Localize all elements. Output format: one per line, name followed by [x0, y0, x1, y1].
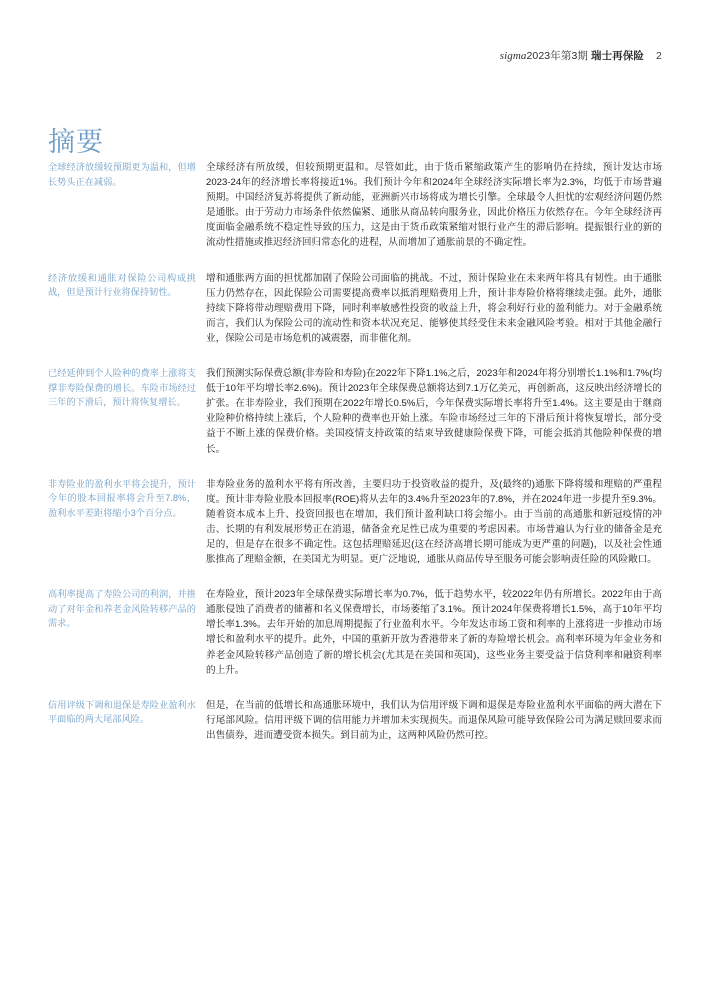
section-body-3: 非寿险业务的盈利水平将有所改善，主要归功于投资收益的提升，及(最终的)通胀下降将缓和理赔的严重程度。预计非寿险业股本回报率(ROE)将从去年的3.4%升至2023年的7.8%，并在2024年进一步提升至9.3%。随着资本成本上升、投资回报也在增加，我们预计盈利缺口将会缩小。由于当前的高通胀和新冠疫情的冲击、长期的有利发展形势正在消退，储备金充足性已成为重要的考虑因素。市场普遍认为行业的储备金是充足的，但是存在很多不确定性。这包括理赔延迟(这在经济高增长期可能成为更严重的问题)，以及社会性通胀推高了理赔金额，在美国尤为明显。更广泛地说，通胀从商品传导至服务可能会影响责任险的风险敞口。 [206, 478, 662, 566]
section-lead-1: 经济放缓和通胀对保险公司构成挑战，但是预计行业将保持韧性。 [48, 272, 196, 298]
section-lead-2: 已经延伸到个人险种的费率上涨将支撑非寿险保费的增长。车险市场经过三年的下滑后，预计将恢复增长。 [48, 368, 196, 408]
section-lead-3: 非寿险业的盈利水平将会提升，预计今年的股本回报率将会升至7.8%，盈利水平差距将缩小3个百分点。 [48, 478, 196, 518]
summary-section [48, 271, 662, 346]
page-number: 2 [656, 50, 662, 62]
section-body-1: 增和通胀两方面的担忧都加剧了保险公司面临的挑战。不过，预计保险业在未来两年将具有韧性。由于通胀压力仍然存在，因此保险公司需要提高费率以抵消理赔费用上升，预计非寿险价格将继续走强。此外，通胀持续下降将带动理赔费用下降，同时利率敏感性投资的收益上升，将会利好行业的盈利能力。对于金融系统而言，我们认为保险公司的流动性和资本状况充足、能够使其经受住未来金融风险考验。相对于其他金融行业，保险公司是市场危机的减震器，而非催化剂。 [206, 272, 662, 344]
page-title: 摘要 [48, 127, 104, 158]
running-header [500, 48, 662, 63]
section-body-2: 我们预测实际保费总额(非寿险和寿险)在2022年下降1.1%之后，2023年和2024年将分别增长1.1%和1.7%(均低于10年平均增长率2.6%)。预计2023年全球保费总额将达到7.1万亿美元，再创新高，这反映出经济增长的扩张。在非寿险业，我们预期在2022年增长0.5%后，今年保费实际增长率将升至1.4%。这主要是由于继商业险种价格持续上涨后，个人险种的费率也开始上涨。车险市场经过三年的下滑后预计将恢复增长，部分受益于不断上涨的保费价格。美国疫情支持政策的结束导致健康险保费下降，可能会抵消其他险种保费的增长。 [206, 368, 662, 455]
section-body-5: 但是，在当前的低增长和高通胀环境中，我们认为信用评级下调和退保是寿险业盈利水平面临的两大潜在下行尾部风险。信用评级下调的信用能力并增加未实现损失。而退保风险可能导致保险公司为满足赎回要求而出售债券，进而遭受资本损失。到目前为止，这两种风险仍然可控。 [206, 699, 662, 741]
section-body-4: 在寿险业，预计2023年全球保费实际增长率为0.7%，低于趋势水平，较2022年仍有所增长。2022年由于高通胀侵蚀了消费者的储蓄和名义保费增长，市场萎缩了3.1%。预计2024年保费将增长1.5%，高于10年平均增长率1.3%。去年开始的加息周期提振了行业盈利水平。今年发达市场工资和利率的上涨将进一步推动市场增长和盈利水平的提升。此外，中国的重新开放为香港带来了新的寿险增长机会。高利率环境为年金业务和养老金风险转移产品创造了新的增长机会(尤其是在美国和英国)，这些业务主要受益于信贷利率和融资利率的上升。 [206, 589, 662, 676]
summary-body [48, 160, 662, 763]
running-header-sigma: sigma [499, 50, 527, 62]
section-body-0: 全球经济有所放缓，但较预期更温和。尽管如此，由于货币紧缩政策产生的影响仍在持续，预计发达市场2023-24年的经济增长率将接近1%。我们预计今年和2024年全球经济实际增长率为2.3%，均低于市场普遍预期。中国经济复苏将提供了新动能，亚洲新兴市场将成为增长引擎。全球最令人担忧的宏观经济问题仍然是通胀。由于劳动力市场条件依然偏紧、通胀从商品转向服务业，因此价格压力依然存在。今年全球经济再度面临金融系统不稳定性导致的压力，这是由于货币政策紧缩对银行业产生的滞后影响。提振银行业的新的流动性措施或推迟经济回归常态化的进程，从而增加了通胀前景的不确定性。 [206, 162, 662, 249]
section-lead-4: 高利率提高了寿险公司的利润，并推动了对年金和养老金风险转移产品的需求。 [48, 589, 196, 629]
summary-section [48, 160, 662, 251]
summary-section [48, 698, 662, 743]
section-lead-0: 全球经济放缓较预期更为温和，但增长势头正在减弱。 [48, 162, 196, 187]
summary-section [48, 587, 662, 678]
running-header-issue: 2023年第3期 [526, 50, 588, 62]
section-lead-5: 信用评级下调和退保是寿险业盈利水平面临的两大尾部风险。 [48, 699, 196, 725]
running-header-brand: 瑞士再保险 [591, 50, 645, 62]
summary-section [48, 366, 662, 457]
summary-section [48, 477, 662, 568]
